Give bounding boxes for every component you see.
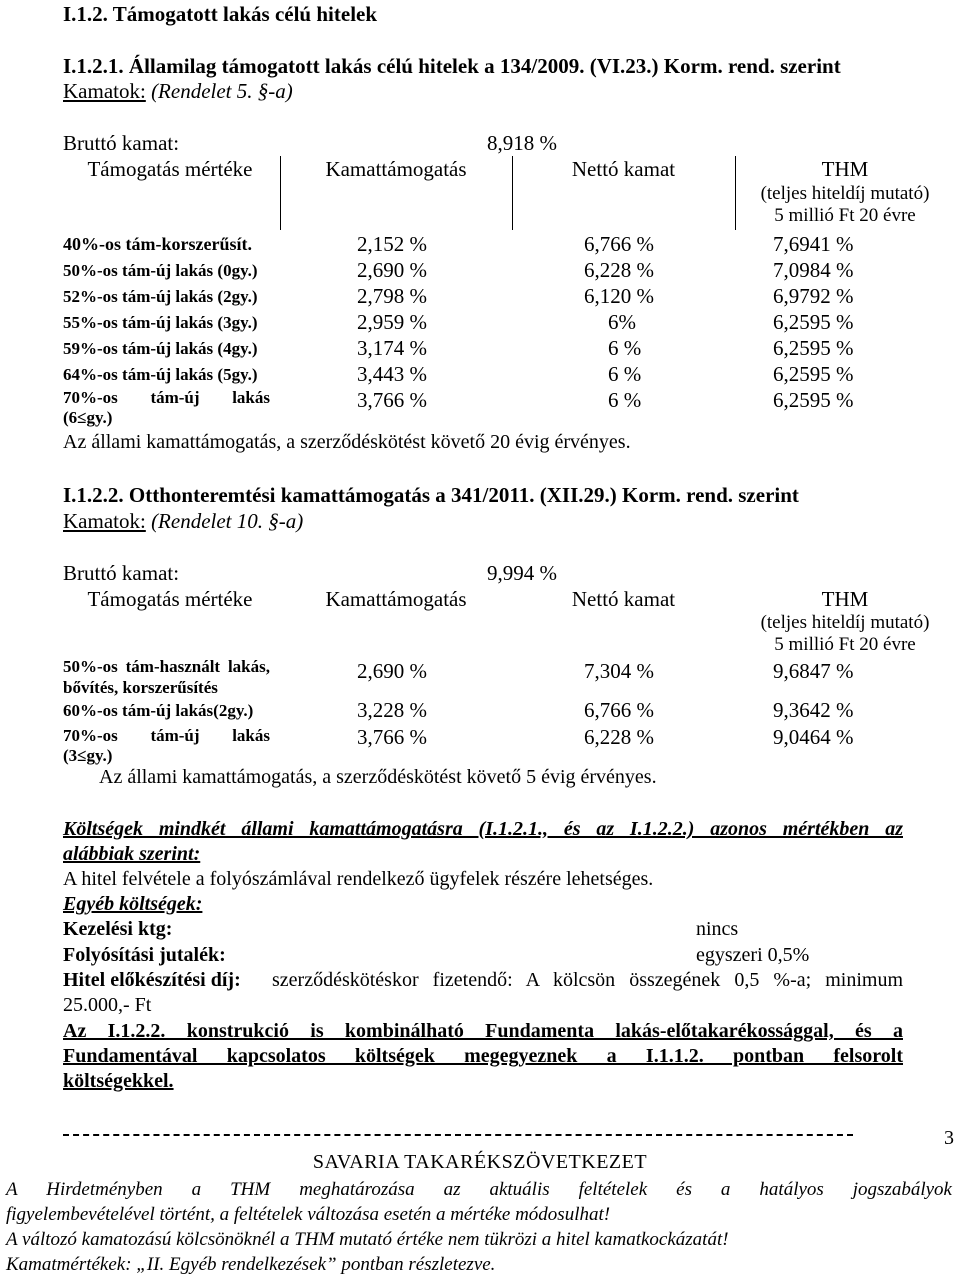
- table-cell: 9,3642 %: [773, 698, 854, 722]
- section2-kamatok: [63, 509, 303, 534]
- egyeb-koltsegek-label: Egyéb költségek:: [63, 893, 203, 915]
- header-divider: [280, 156, 281, 230]
- table-cell: 3,766 %: [357, 388, 427, 412]
- table-cell: 7,0984 %: [773, 258, 854, 282]
- hitel-elokeszitesi-value: szerződéskötéskor fizetendő: A kölcsön összegének 0,5 %-a; minimum: [272, 969, 903, 991]
- combo-note-cont: Fundamentával kapcsolatos költségek megegyeznek a I.1.1.2. pontban felsorolt: [63, 1045, 903, 1067]
- table-cell: 6,766 %: [584, 232, 654, 256]
- section1-brutto-label: Bruttó kamat:: [63, 131, 180, 155]
- table-cell: 6%: [608, 310, 636, 334]
- table-cell: 3,228 %: [357, 698, 427, 722]
- col-header-kamattamogatas: Kamattámogatás: [325, 157, 467, 181]
- table-cell: 6,120 %: [584, 284, 654, 308]
- section1-note: Az állami kamattámogatás, a szerződéskötést követő 20 évig érvényes.: [63, 431, 631, 453]
- section2-note: Az állami kamattámogatás, a szerződéskötést követő 5 évig érvényes.: [99, 766, 657, 788]
- table-cell: 3,766 %: [357, 725, 427, 749]
- table-cell: 6,766 %: [584, 698, 654, 722]
- table-row-label-cont: (3≤gy.): [63, 746, 113, 765]
- table-cell: 6,9792 %: [773, 284, 854, 308]
- col-header-netto: Nettó kamat: [571, 157, 676, 181]
- table-cell: 6,228 %: [584, 725, 654, 749]
- table-cell: 6 %: [608, 336, 642, 360]
- table-cell: 2,152 %: [357, 232, 427, 256]
- col-header-thm-sub2: 5 millió Ft 20 évre: [774, 205, 916, 226]
- page-heading: I.1.2. Támogatott lakás célú hitelek: [63, 2, 378, 26]
- table-row-label: 55%-os tám-új lakás (3gy.): [63, 313, 258, 332]
- table-cell: 9,6847 %: [773, 659, 854, 683]
- kamatok-label: Kamatok:: [63, 79, 146, 103]
- kezelesi-label: Kezelési ktg:: [63, 918, 173, 940]
- table-cell: 3,443 %: [357, 362, 427, 386]
- table-cell: 2,690 %: [357, 258, 427, 282]
- page-number: 3: [944, 1127, 954, 1149]
- col-header-thm-sub2: 5 millió Ft 20 évre: [774, 634, 916, 655]
- col-header-thm: THM: [821, 587, 869, 611]
- hitel-elokeszitesi-label: Hitel előkészítési díj:: [63, 969, 241, 991]
- table-row-label: 70%-os tám-új lakás: [63, 726, 270, 745]
- table-cell: 6,2595 %: [773, 388, 854, 412]
- col-header-tamogatas: Támogatás mértéke: [87, 587, 253, 611]
- hitel-elokeszitesi-value-cont: 25.000,- Ft: [63, 994, 152, 1016]
- combo-note-end: költségekkel.: [63, 1070, 174, 1092]
- kamatok-label: Kamatok:: [63, 509, 146, 533]
- footer-line: A Hirdetményben a THM meghatározása az aktuális feltételek és a hatályos jogszabályok: [6, 1179, 952, 1200]
- table-row-label: 60%-os tám-új lakás(2gy.): [63, 701, 254, 720]
- table-cell: 9,0464 %: [773, 725, 854, 749]
- table-cell: 2,690 %: [357, 659, 427, 683]
- table-cell: 7,6941 %: [773, 232, 854, 256]
- table-cell: 6 %: [608, 362, 642, 386]
- table-cell: 6 %: [608, 388, 642, 412]
- kamatok-ref: (Rendelet 10. §-a): [151, 509, 304, 533]
- header-divider: [735, 156, 736, 230]
- table-cell: 6,228 %: [584, 258, 654, 282]
- table-row-label: 50%-os tám-használt lakás,: [63, 657, 270, 676]
- footer-line: A változó kamatozású kölcsönöknél a THM mutató értéke nem tükrözi a hitel kamatkockázatát!: [6, 1229, 729, 1250]
- table-cell: 6,2595 %: [773, 310, 854, 334]
- section2-brutto-label: Bruttó kamat:: [63, 561, 180, 585]
- table-cell: 7,304 %: [584, 659, 654, 683]
- folyositasi-value: egyszeri 0,5%: [696, 944, 810, 966]
- table-cell: 2,959 %: [357, 310, 427, 334]
- table-cell: 3,174 %: [357, 336, 427, 360]
- table-row-label: 40%-os tám-korszerűsít.: [63, 234, 252, 254]
- header-divider: [512, 156, 513, 230]
- footer-line: Kamatmértékek: „II. Egyéb rendelkezések” pontban részletezve.: [6, 1254, 496, 1275]
- table-row-label-cont: bővítés, korszerűsítés: [63, 678, 218, 697]
- table-row-label: 52%-os tám-új lakás (2gy.): [63, 287, 258, 306]
- section1-brutto-value: 8,918 %: [487, 131, 557, 155]
- kamatok-ref: (Rendelet 5. §-a): [151, 79, 293, 103]
- section1-title: I.1.2.1. Államilag támogatott lakás célú hitelek a 134/2009. (VI.23.) Korm. rend. szerint: [63, 54, 841, 78]
- table-row-label-cont: (6≤gy.): [63, 408, 113, 427]
- table-cell: 2,798 %: [357, 284, 427, 308]
- col-header-netto: Nettó kamat: [571, 587, 676, 611]
- table-row-label: 59%-os tám-új lakás (4gy.): [63, 339, 258, 358]
- table-cell: 6,2595 %: [773, 336, 854, 360]
- footer-divider: [63, 1134, 853, 1136]
- footer-line: figyelembevételével történt, a feltételek változása esetén a mértéke módosulhat!: [6, 1204, 611, 1225]
- combo-note: Az I.1.2.2. konstrukció is kombinálható Fundamenta lakás-előtakarékossággal, és a: [63, 1020, 903, 1042]
- costs-heading-cont: alábbiak szerint:: [63, 843, 201, 865]
- kezelesi-value: nincs: [696, 918, 739, 940]
- col-header-kamattamogatas: Kamattámogatás: [325, 587, 467, 611]
- table-row-label: 70%-os tám-új lakás: [63, 388, 270, 407]
- col-header-thm-sub1: (teljes hiteldíj mutató): [760, 612, 930, 633]
- col-header-tamogatas: Támogatás mértéke: [87, 157, 253, 181]
- table-cell: 6,2595 %: [773, 362, 854, 386]
- table-row-label: 64%-os tám-új lakás (5gy.): [63, 365, 258, 384]
- costs-heading: Költségek mindkét állami kamattámogatásra (I.1.2.1., és az I.1.2.2.) azonos mértékben az: [63, 818, 903, 840]
- table-row-label: 50%-os tám-új lakás (0gy.): [63, 261, 258, 280]
- folyositasi-label: Folyósítási jutalék:: [63, 944, 226, 966]
- footer-company: SAVARIA TAKARÉKSZÖVETKEZET: [312, 1151, 648, 1173]
- costs-intro: A hitel felvétele a folyószámlával rendelkező ügyfelek részére lehetséges.: [63, 868, 654, 890]
- section1-kamatok: [63, 79, 293, 104]
- col-header-thm-sub1: (teljes hiteldíj mutató): [760, 183, 930, 204]
- col-header-thm: THM: [821, 157, 869, 181]
- section2-title: I.1.2.2. Otthonteremtési kamattámogatás a 341/2011. (XII.29.) Korm. rend. szerint: [63, 483, 799, 507]
- section2-brutto-value: 9,994 %: [487, 561, 557, 585]
